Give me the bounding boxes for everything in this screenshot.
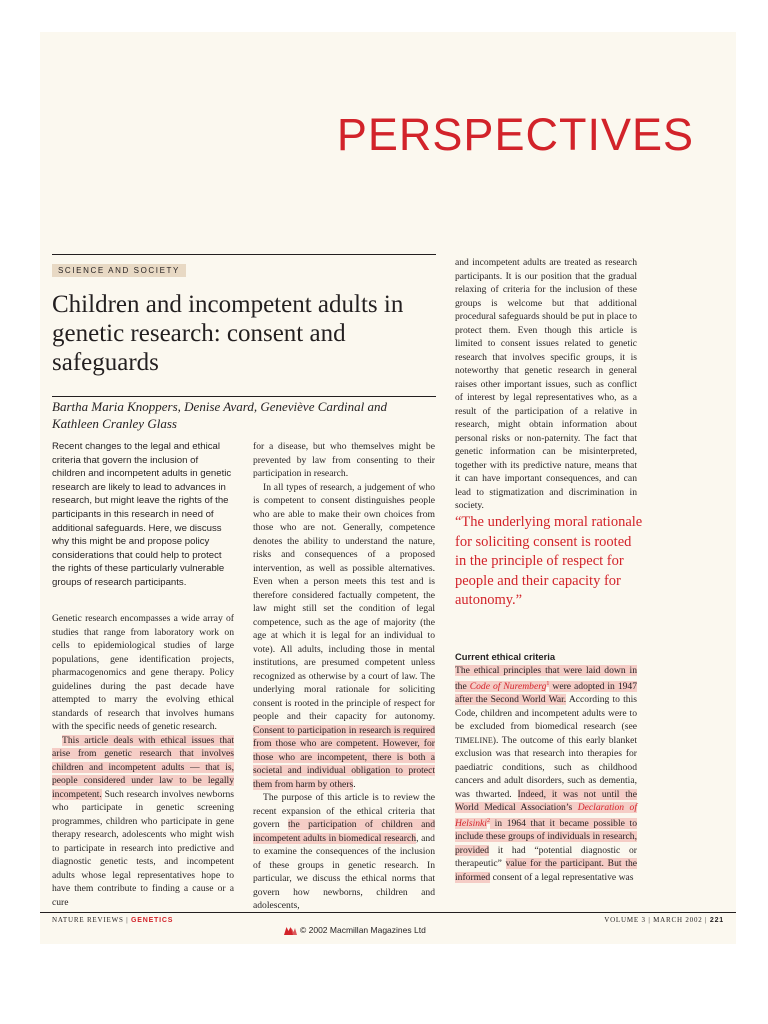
copyright-text: © 2002 Macmillan Magazines Ltd — [300, 925, 426, 935]
article-title: Children and incompetent adults in genetic research: consent and safeguards — [52, 291, 404, 376]
highlighted-text[interactable]: in 1964 that it became possible to include these groups of individuals in research, provided — [455, 817, 637, 856]
highlighted-text[interactable]: the participation of children and incompetent adults in biomedical research — [253, 819, 435, 844]
issue-date: MARCH 2002 — [653, 916, 703, 924]
footer-volume — [604, 916, 724, 924]
body-text: According to this Code, children and incompetent adults were to be excluded from biomedical research (see — [455, 694, 637, 733]
article-authors: Bartha Maria Knoppers, Denise Avard, Geneviève Cardinal and Kathleen Cranley Glass — [52, 399, 387, 431]
highlighted-text[interactable]: The ethical principles that were laid down in the — [455, 665, 637, 692]
declaration-of-helsinki-link[interactable]: Declaration of Helsinki — [455, 802, 637, 829]
copyright-line — [284, 925, 426, 935]
pull-quote: “The underlying moral rationale for soliciting consent is rooted in the principle of respect for people and their capacity for autonomy.” — [455, 514, 643, 608]
reference-1[interactable]: 1 — [546, 680, 550, 687]
journal-name: NATURE REVIEWS — [52, 916, 124, 924]
body-text: it had “potential diagnostic or therapeutic” — [455, 844, 637, 870]
body-text: Such research involves newborns who participate in genetic screening programmes, children who participate in gene therapy research, adolescents who might wish to participate in research into predictive and diagnostic genetic tests, and incompetent adults whose legal representatives hope to have them contribute to finding a cause or a cure — [52, 788, 234, 908]
body-text: . — [353, 778, 356, 790]
body-text: consent of a legal representative was — [490, 871, 634, 883]
footer-separator: | — [126, 916, 129, 924]
title-bottom-rule — [52, 396, 436, 397]
body-paragraph — [253, 791, 435, 913]
body-text: ). The outcome of this early blanket exclusion was that research into therapies for paediatric conditions, such as childhood cancers and adult disorders, such as dementia, was thwarted. — [455, 734, 637, 800]
article-abstract: Recent changes to the legal and ethical criteria that govern the inclusion of children and incompetent adults in genetic research are likely to lead to advances in research, but might leave the rights of the participants in this research in need of additional safeguards. Here, we discuss why this might be and propose policy considerations that could help to protect the rights of these particularly vulnerable groups of research participants. — [52, 441, 232, 588]
body-column-2 — [253, 440, 435, 913]
body-text: In all types of research, a judgement of who is competent to consent distinguishes people who are able to make their own choices from those who are not. Generally, competence denotes the ability to understand the nature, risks and consequences of a proposed intervention, as well as possible alternatives. Even when a person meets this test and is therefore considered factually competent, the law might still set the condition of legal competence, such as the age of majority (the age at which it is legal for an individual to vote). All adults, including those in mental institutions, are presumed competent unless recognized as otherwise by a court of law. The underlying moral rationale for soliciting consent is rooted in the principle of respect for people and their capacity for autonomy. — [253, 481, 435, 722]
volume-number: VOLUME 3 — [604, 916, 646, 924]
body-paragraph: Genetic research encompasses a wide array of studies that range from laboratory work on cells to epidemiological studies of large populations, gene identification projects, pharmacogenomics and gene therapy. Policy guidelines during the past decade have attempted to marry the evolving ethical standards of research that involves humans with the specific needs of genetic research. — [52, 613, 234, 732]
footer-separator: | — [648, 916, 651, 924]
highlighted-text[interactable]: were adopted in 1947 after the Second World War. — [455, 680, 638, 706]
body-paragraph: for a disease, but who themselves might be prevented by law from consenting to their participation in research. — [253, 441, 435, 479]
code-of-nuremberg-link[interactable]: Code of Nuremberg — [469, 680, 547, 692]
body-paragraph: and incompetent adults are treated as research participants. It is our position that the gradual relaxing of criteria for the inclusion of these groups is welcome but that additional procedural safeguards should be put in place to protect them. Even though this article is limited to consent issues related to genetic research that involves specific groups, it is noteworthy that genetic research in general raises other important issues, such as conflict of interest by legal representatives who, as a result of the participation of a relative in research, might obtain information about personal risks or non-paternity. The fact that genetic information can be misinterpreted, together with its predictive nature, means that it can have important consequences, and can lead to stigmatization and discrimination in society. — [455, 257, 637, 511]
highlighted-text[interactable]: Consent to participation in research is required from those who are competent. However, for those who are incompetent, there is both a societal and individual obligation to protect them from harm by others — [253, 724, 435, 790]
highlighted-text[interactable]: Indeed, it was not until the World Medical Association’s — [455, 788, 637, 814]
body-text: , and to examine the consequences of the inclusion of these groups in genetic research. In particular, we discuss the ethical norms that govern how newborns, children and adolescents, — [253, 832, 435, 911]
timeline-link[interactable]: TIMELINE — [455, 735, 493, 745]
body-column-4 — [455, 664, 637, 884]
body-paragraph — [52, 734, 234, 910]
body-text: The purpose of this article is to review the recent expansion of the ethical criteria that govern — [253, 792, 435, 830]
footer-separator: | — [705, 916, 708, 924]
footer-journal — [52, 916, 173, 924]
highlighted-text[interactable]: value for the participant. But the informed — [455, 858, 637, 883]
highlighted-text[interactable]: This article deals with ethical issues that arise from genetic research that involves children and incompetent adults — that is, people considered under law to be legally incompetent. — [52, 734, 234, 800]
section-subheading: Current ethical criteria — [455, 651, 556, 662]
page-number: 221 — [709, 917, 724, 924]
category-badge: SCIENCE AND SOCIETY — [52, 264, 186, 277]
body-column-1 — [52, 612, 234, 909]
title-top-rule — [52, 254, 436, 255]
body-paragraph — [455, 664, 637, 884]
footer-rule — [40, 912, 736, 913]
reference-2[interactable]: 2 — [486, 817, 490, 824]
body-column-3 — [455, 256, 637, 513]
body-paragraph — [253, 481, 435, 792]
journal-section: GENETICS — [131, 917, 174, 924]
macmillan-logo-icon — [284, 926, 297, 935]
section-heading: PERSPECTIVES — [336, 109, 694, 160]
